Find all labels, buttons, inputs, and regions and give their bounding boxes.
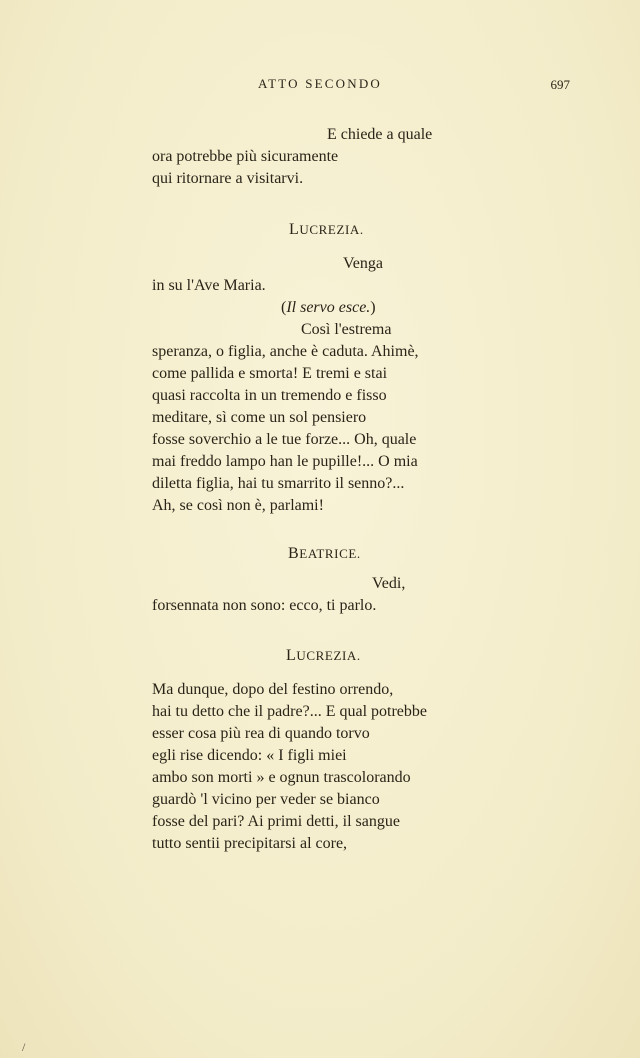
verse-line: Vedi, bbox=[372, 575, 406, 592]
verse-line: in su l'Ave Maria. bbox=[152, 277, 266, 294]
speaker-name bbox=[289, 221, 364, 239]
verse-line: egli rise dicendo: « I figli miei bbox=[152, 747, 347, 764]
page-speck: / bbox=[22, 1040, 26, 1054]
verse-line: forsennata non sono: ecco, ti parlo. bbox=[152, 597, 377, 614]
verse-line: speranza, o figlia, anche è caduta. Ahimè, bbox=[152, 343, 419, 360]
verse-line: E chiede a quale bbox=[327, 126, 433, 143]
speaker-rest: UCREZIA. bbox=[296, 648, 361, 663]
speaker-initial: B bbox=[288, 545, 300, 562]
verse-line: mai freddo lampo han le pupille!... O mia bbox=[152, 453, 418, 470]
verse-line: meditare, sì come un sol pensiero bbox=[152, 409, 367, 426]
verse-line: Ah, se così non è, parlami! bbox=[152, 497, 324, 514]
verse-line: fosse del pari? Ai primi detti, il sangue bbox=[152, 813, 400, 830]
verse-line: guardò 'l vicino per veder se bianco bbox=[152, 791, 380, 808]
speaker-rest: EATRICE. bbox=[299, 546, 361, 561]
verse-line: qui ritornare a visitarvi. bbox=[152, 170, 304, 187]
verse-line: ambo son morti » e ognun trascolorando bbox=[152, 769, 411, 786]
verse-line: hai tu detto che il padre?... E qual potrebbe bbox=[152, 703, 428, 720]
verse-line: tutto sentii precipitarsi al core, bbox=[152, 835, 348, 852]
stage-open-paren: ( bbox=[281, 299, 287, 316]
stage-close-paren: ) bbox=[370, 299, 376, 316]
stage-direction-text: Il servo esce. bbox=[286, 299, 371, 316]
verse-line: Venga bbox=[343, 255, 383, 272]
verse-line: fosse soverchio a le tue forze... Oh, quale bbox=[152, 431, 417, 448]
speaker-rest: UCREZIA. bbox=[299, 222, 364, 237]
speaker-initial: L bbox=[286, 647, 297, 664]
verse-line: Così l'estrema bbox=[301, 321, 392, 338]
verse-line: come pallida e smorta! E tremi e stai bbox=[152, 365, 388, 382]
verse-line: diletta figlia, hai tu smarrito il senno?... bbox=[152, 475, 405, 492]
speaker-name bbox=[288, 545, 361, 563]
speaker-name bbox=[286, 647, 361, 665]
speaker-initial: L bbox=[289, 221, 300, 238]
verse-line: ora potrebbe più sicuramente bbox=[152, 148, 339, 165]
running-header: ATTO SECONDO bbox=[257, 76, 383, 91]
page-number: 697 bbox=[550, 77, 570, 92]
stage-direction bbox=[281, 297, 376, 319]
verse-line: Ma dunque, dopo del festino orrendo, bbox=[152, 681, 394, 698]
verse-line: esser cosa più rea di quando torvo bbox=[152, 725, 370, 742]
verse-line: quasi raccolta in un tremendo e fisso bbox=[152, 387, 387, 404]
